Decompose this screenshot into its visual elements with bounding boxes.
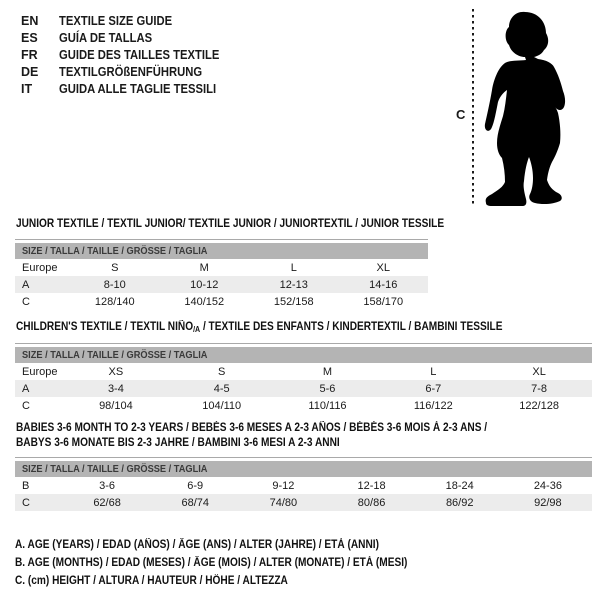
junior-title-text: JUNIOR TEXTILE / TEXTIL JUNIOR/ TEXTILE JUNIOR / JUNIORTEXTIL / JUNIOR TESSILE — [16, 218, 445, 230]
table-row — [15, 363, 592, 380]
table-header-bar — [15, 461, 592, 477]
row-label: B — [22, 479, 30, 492]
babies-title-line1: BABIES 3-6 MONTH TO 2-3 YEARS / BEBÉS 3-6 MESES A 2-3 AÑOS / BÉBÉS 3-6 MOIS À 2-3 ANS / — [16, 422, 488, 434]
size-cell: 18-24 — [445, 479, 474, 492]
size-cell: 80/86 — [357, 496, 386, 509]
table-row — [15, 477, 592, 494]
baby-silhouette-icon — [485, 12, 565, 206]
size-cell: 116/122 — [413, 399, 453, 412]
children-title-part1: CHILDREN'S TEXTILE / TEXTIL NIÑO — [16, 321, 194, 333]
size-cell: 98/104 — [99, 399, 133, 412]
babies-section-title — [16, 421, 551, 451]
size-cell: 4-5 — [213, 382, 230, 395]
babies-title-line2: BABYS 3-6 MONATE BIS 2-3 JAHRE / BAMBINI 3-6 MESI A 2-3 ANNI — [16, 437, 340, 449]
table-row — [15, 276, 428, 293]
language-label: GUÍA DE TALLAS — [59, 31, 153, 45]
size-header-label: SIZE / TALLA / TAILLE / GRÖSSE / TAGLIA — [22, 349, 208, 361]
row-label: A — [22, 278, 30, 291]
language-code: DE — [21, 65, 39, 79]
language-code: EN — [21, 14, 39, 28]
language-label: GUIDA ALLE TAGLIE TESSILI — [59, 82, 217, 96]
footnote-c: C. (cm) HEIGHT / ALTURA / HAUTEUR / HÖHE / ALTEZZA — [15, 575, 288, 587]
size-cell: 6-7 — [425, 382, 442, 395]
size-cell: 104/110 — [202, 399, 242, 412]
footnotes — [15, 536, 461, 590]
size-cell: 140/152 — [184, 295, 225, 308]
children-title-sub: /A — [193, 325, 201, 334]
size-cell: 5-6 — [319, 382, 336, 395]
language-row — [21, 13, 237, 30]
language-code: FR — [21, 48, 38, 62]
table-header-bar — [15, 347, 592, 363]
junior-size-table — [15, 239, 428, 310]
children-title-part2: / TEXTILE DES ENFANTS / KINDERTEXTIL / BAMBINI TESSILE — [200, 321, 503, 333]
size-cell: 74/80 — [269, 496, 298, 509]
footnote-b: B. AGE (MONTHS) / EDAD (MESES) / ÂGE (MOIS) / ALTER (MONATE) / ETÀ (MESI) — [15, 557, 408, 569]
size-cell: S — [111, 261, 119, 274]
row-label: A — [22, 382, 30, 395]
size-cell: 14-16 — [369, 278, 398, 291]
size-cell: M — [322, 365, 333, 378]
language-row — [21, 81, 237, 98]
row-label: C — [22, 295, 30, 308]
row-label: Europe — [22, 365, 58, 378]
size-cell: 128/140 — [94, 295, 135, 308]
junior-section-title — [16, 217, 502, 232]
size-cell: 9-12 — [272, 479, 295, 492]
table-row — [15, 494, 592, 511]
size-cell: 122/128 — [519, 399, 559, 412]
table-row — [15, 397, 592, 414]
size-header-label: SIZE / TALLA / TAILLE / GRÖSSE / TAGLIA — [22, 245, 208, 257]
language-row — [21, 47, 237, 64]
language-code: ES — [21, 31, 38, 45]
size-cell: 92/98 — [534, 496, 562, 509]
children-section-title — [16, 320, 569, 337]
size-cell: 12-13 — [279, 278, 308, 291]
table-row — [15, 293, 428, 310]
size-cell: 62/68 — [93, 496, 121, 509]
footnote-a: A. AGE (YEARS) / EDAD (AÑOS) / ÂGE (ANS) / ALTER (JAHRE) / ETÀ (ANNI) — [15, 539, 379, 551]
size-cell: 6-9 — [187, 479, 204, 492]
row-label: C — [22, 399, 30, 412]
size-cell: 86/92 — [445, 496, 474, 509]
language-list — [21, 13, 237, 98]
size-cell: XL — [376, 261, 390, 274]
language-row — [21, 30, 237, 47]
size-cell: 158/170 — [363, 295, 404, 308]
table-row — [15, 380, 592, 397]
size-cell: 12-18 — [357, 479, 386, 492]
height-measure-label: C — [456, 107, 466, 122]
language-label: TEXTILGRÖßENFÜHRUNG — [59, 65, 203, 79]
size-cell: 3-6 — [99, 479, 116, 492]
size-cell: L — [430, 365, 437, 378]
babies-size-table — [15, 457, 592, 511]
size-header-label: SIZE / TALLA / TAILLE / GRÖSSE / TAGLIA — [22, 463, 208, 475]
language-code: IT — [21, 82, 33, 96]
size-cell: XL — [532, 365, 546, 378]
size-cell: 10-12 — [190, 278, 219, 291]
table-row — [15, 259, 428, 276]
language-label: TEXTILE SIZE GUIDE — [59, 14, 173, 28]
size-cell: 3-4 — [107, 382, 124, 395]
size-cell: XS — [108, 365, 124, 378]
size-cell: S — [218, 365, 226, 378]
size-cell: 152/158 — [273, 295, 314, 308]
size-cell: L — [290, 261, 297, 274]
size-cell: 110/116 — [308, 399, 347, 412]
row-label: C — [22, 496, 30, 509]
children-size-table — [15, 343, 592, 414]
size-cell: M — [199, 261, 209, 274]
language-row — [21, 64, 237, 81]
language-label: GUIDE DES TAILLES TEXTILE — [59, 48, 220, 62]
size-cell: 8-10 — [103, 278, 126, 291]
size-cell: 24-36 — [533, 479, 562, 492]
table-header-bar — [15, 243, 428, 259]
row-label: Europe — [22, 261, 58, 274]
size-cell: 7-8 — [531, 382, 548, 395]
size-cell: 68/74 — [181, 496, 209, 509]
